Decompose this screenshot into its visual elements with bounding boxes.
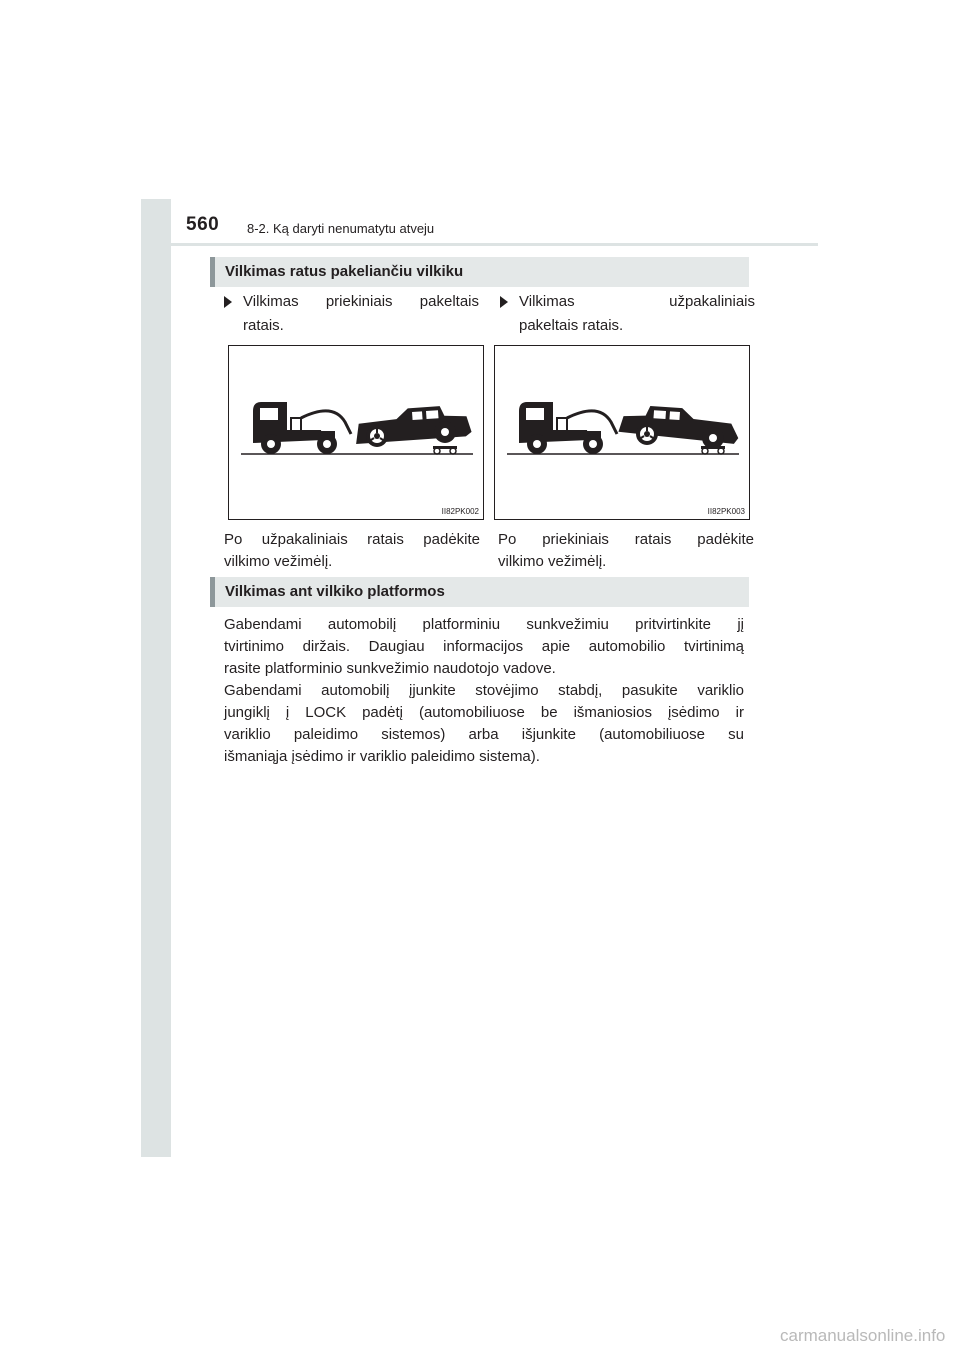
- pickup-truck-icon: [354, 404, 472, 447]
- paragraph-line: tvirtinimo diržais. Daugiau informacijos apie automobilio tvirtinimą: [224, 638, 744, 655]
- bullet-line: ratais.: [243, 317, 284, 334]
- figure-code: II82PK003: [707, 507, 745, 516]
- bullet-triangle-icon: [224, 296, 232, 308]
- section-heading-text: Vilkimas ant vilkiko platformos: [225, 583, 445, 600]
- figure-code: II82PK002: [441, 507, 479, 516]
- pickup-truck-icon: [618, 404, 740, 449]
- tow-truck-icon: [519, 402, 617, 454]
- caption-left: [224, 529, 480, 573]
- bullet-rear-wheels-raised: [500, 290, 755, 338]
- tow-truck-icon: [253, 402, 351, 454]
- bullet-text: [519, 290, 755, 338]
- paragraph-line: rasite platforminio sunkvežimio naudotojo vadove.: [224, 660, 556, 677]
- side-band: [141, 199, 171, 1157]
- paragraph-line: Gabendami automobilį platforminiu sunkvežimiu pritvirtinkite jį: [224, 616, 744, 633]
- caption-line: vilkimo vežimėlį.: [498, 553, 607, 570]
- bullet-text: [243, 290, 479, 338]
- bullet-line: Vilkimas priekiniais pakeltais: [243, 293, 479, 310]
- paragraph-parking-brake: [224, 680, 744, 768]
- section-heading-wheel-lift: [210, 257, 749, 287]
- paragraph-line: variklio paleidimo sistemos) arba išjunkite (automobiliuose su: [224, 726, 744, 743]
- header-rule: [141, 243, 818, 246]
- caption-line: Po priekiniais ratais padėkite: [498, 531, 754, 548]
- section-heading-flatbed: [210, 577, 749, 607]
- paragraph-line: jungiklį į LOCK padėtį (automobiliuose be išmaniosios įsėdimo ir: [224, 704, 744, 721]
- bullet-front-wheels-raised: [224, 290, 479, 338]
- caption-line: Po užpakaliniais ratais padėkite: [224, 531, 480, 548]
- caption-right: [498, 529, 754, 573]
- figure-rear-wheels-raised: [494, 345, 750, 520]
- tow-dolly-icon: [433, 446, 457, 454]
- tow-dolly-icon: [701, 446, 725, 454]
- paragraph-line: Gabendami automobilį įjunkite stovėjimo stabdį, pasukite variklio: [224, 682, 744, 699]
- figure-front-wheels-raised: [228, 345, 484, 520]
- towing-illustration: [495, 346, 749, 519]
- paragraph-flatbed-securing: [224, 614, 744, 680]
- paragraph-line: išmaniąja įsėdimo ir variklio paleidimo sistema).: [224, 748, 540, 765]
- towing-illustration: [229, 346, 483, 519]
- bullet-line: pakeltais ratais.: [519, 317, 624, 334]
- bullet-line: Vilkimas užpakaliniais: [519, 293, 755, 310]
- section-heading-text: Vilkimas ratus pakeliančiu vilkiku: [225, 263, 464, 280]
- watermark: carmanualsonline.info: [780, 1326, 946, 1345]
- page-number: 560: [186, 214, 220, 235]
- bullet-triangle-icon: [500, 296, 508, 308]
- caption-line: vilkimo vežimėlį.: [224, 553, 333, 570]
- chapter-title: 8-2. Ką daryti nenumatytu atveju: [247, 221, 435, 236]
